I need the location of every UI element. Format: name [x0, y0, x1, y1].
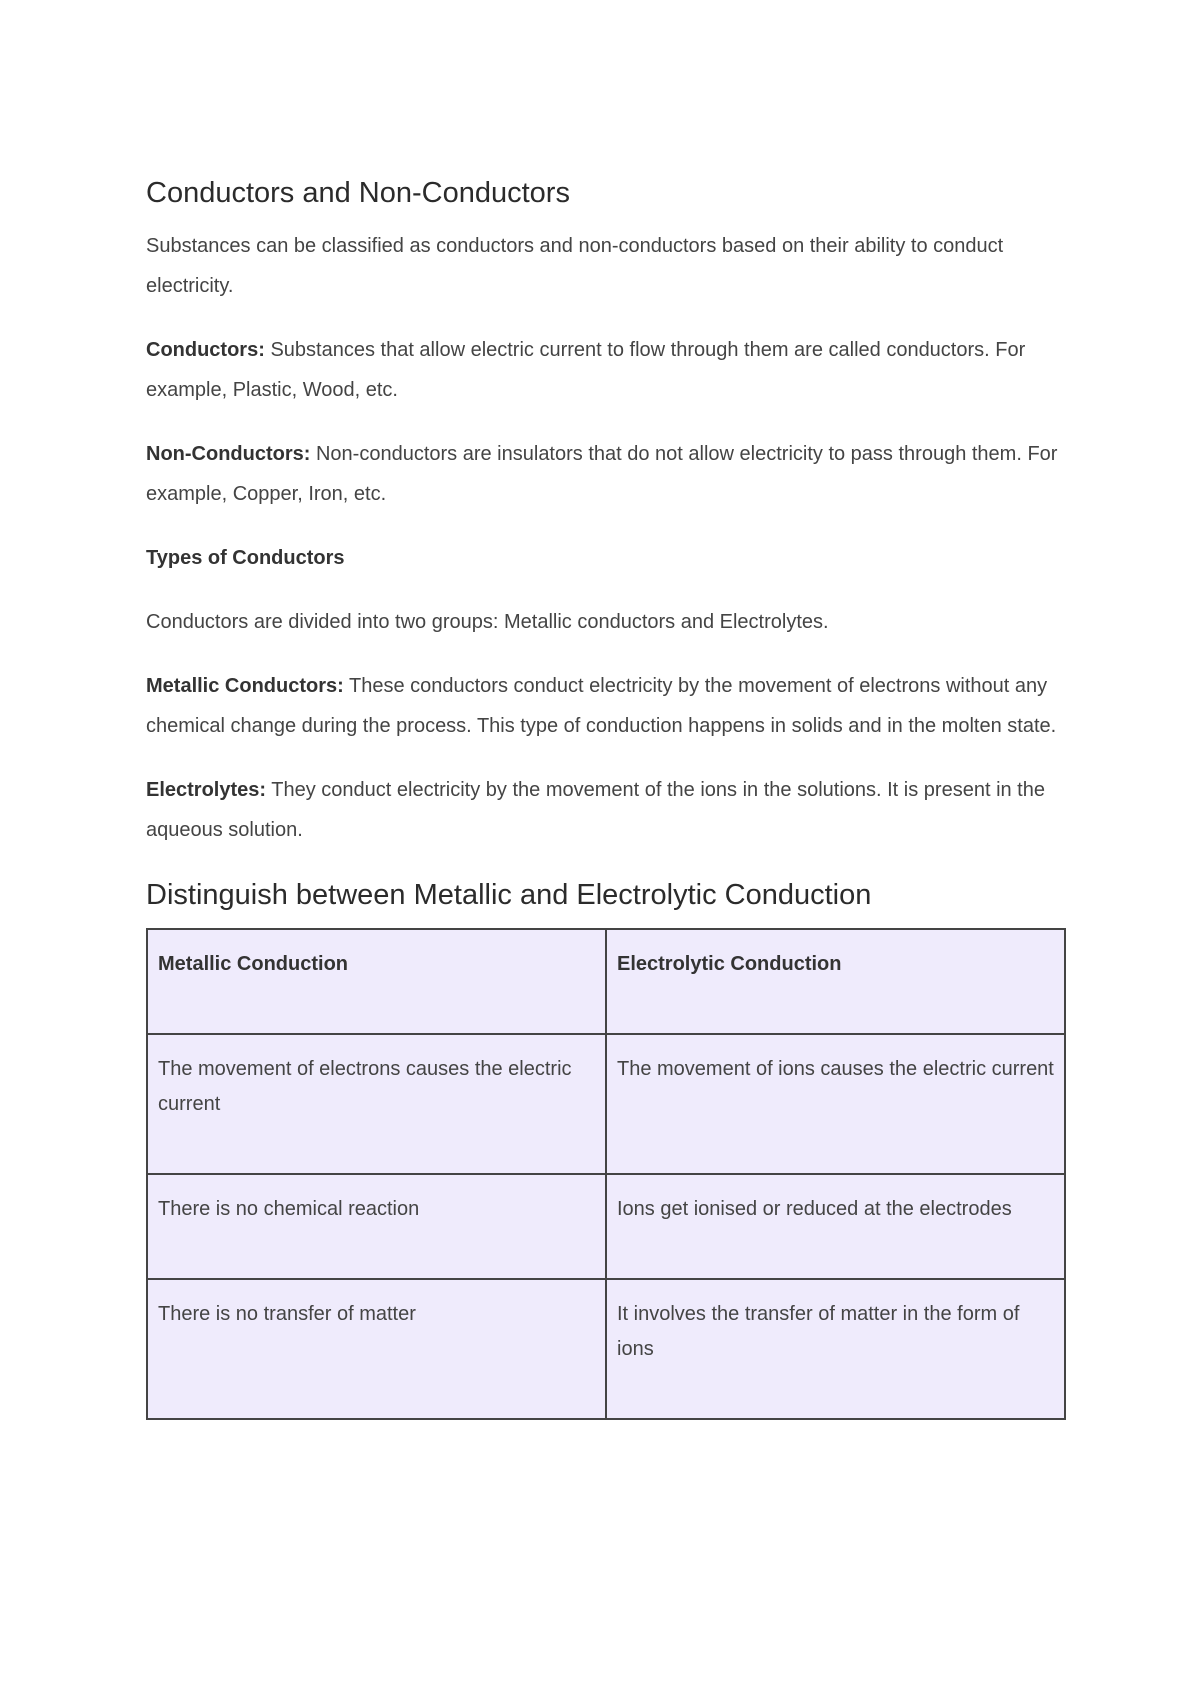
table-cell: There is no chemical reaction [147, 1174, 606, 1279]
non-conductors-paragraph [146, 434, 1066, 514]
electrolytes-term: Electrolytes: [146, 779, 267, 801]
table-header-row [147, 929, 1065, 1034]
table-cell: There is no transfer of matter [147, 1279, 606, 1419]
types-intro-paragraph: Conductors are divided into two groups: Metallic conductors and Electrolytes. [146, 611, 829, 633]
table-cell: The movement of ions causes the electric current [606, 1034, 1065, 1174]
table-header-cell: Electrolytic Conduction [606, 929, 1065, 1034]
electrolytes-paragraph [146, 770, 1066, 850]
table-row [147, 1174, 1065, 1279]
table-header-cell: Metallic Conduction [147, 929, 606, 1034]
table-cell: The movement of electrons causes the electric current [147, 1034, 606, 1174]
metallic-paragraph [146, 666, 1066, 746]
comparison-table [146, 928, 1066, 1420]
table-cell: It involves the transfer of matter in the form of ions [606, 1279, 1065, 1419]
intro-paragraph: Substances can be classified as conductors and non-conductors based on their ability to conduct electricity. [146, 235, 1004, 297]
metallic-term: Metallic Conductors: [146, 675, 344, 697]
table-cell: Ions get ionised or reduced at the electrodes [606, 1174, 1065, 1279]
conductors-paragraph [146, 330, 1066, 410]
table-row [147, 1279, 1065, 1419]
electrolytes-definition: They conduct electricity by the movement of the ions in the solutions. It is present in the aqueous solution. [146, 779, 1045, 841]
document-content [146, 172, 1066, 1420]
conductors-term: Conductors: [146, 339, 265, 361]
conductors-definition: Substances that allow electric current to flow through them are called conductors. For example, Plastic, Wood, etc. [146, 339, 1026, 401]
metallic-definition: These conductors conduct electricity by the movement of electrons without any chemical change during the process. This type of conduction happens in solids and in the molten state. [146, 675, 1057, 737]
types-heading: Types of Conductors [146, 547, 345, 569]
page-title: Conductors and Non-Conductors [146, 177, 570, 209]
table-row [147, 1034, 1065, 1174]
non-conductors-definition: Non-conductors are insulators that do not allow electricity to pass through them. For example, Copper, Iron, etc. [146, 443, 1058, 505]
non-conductors-term: Non-Conductors: [146, 443, 311, 465]
section-heading-comparison: Distinguish between Metallic and Electrolytic Conduction [146, 879, 872, 911]
